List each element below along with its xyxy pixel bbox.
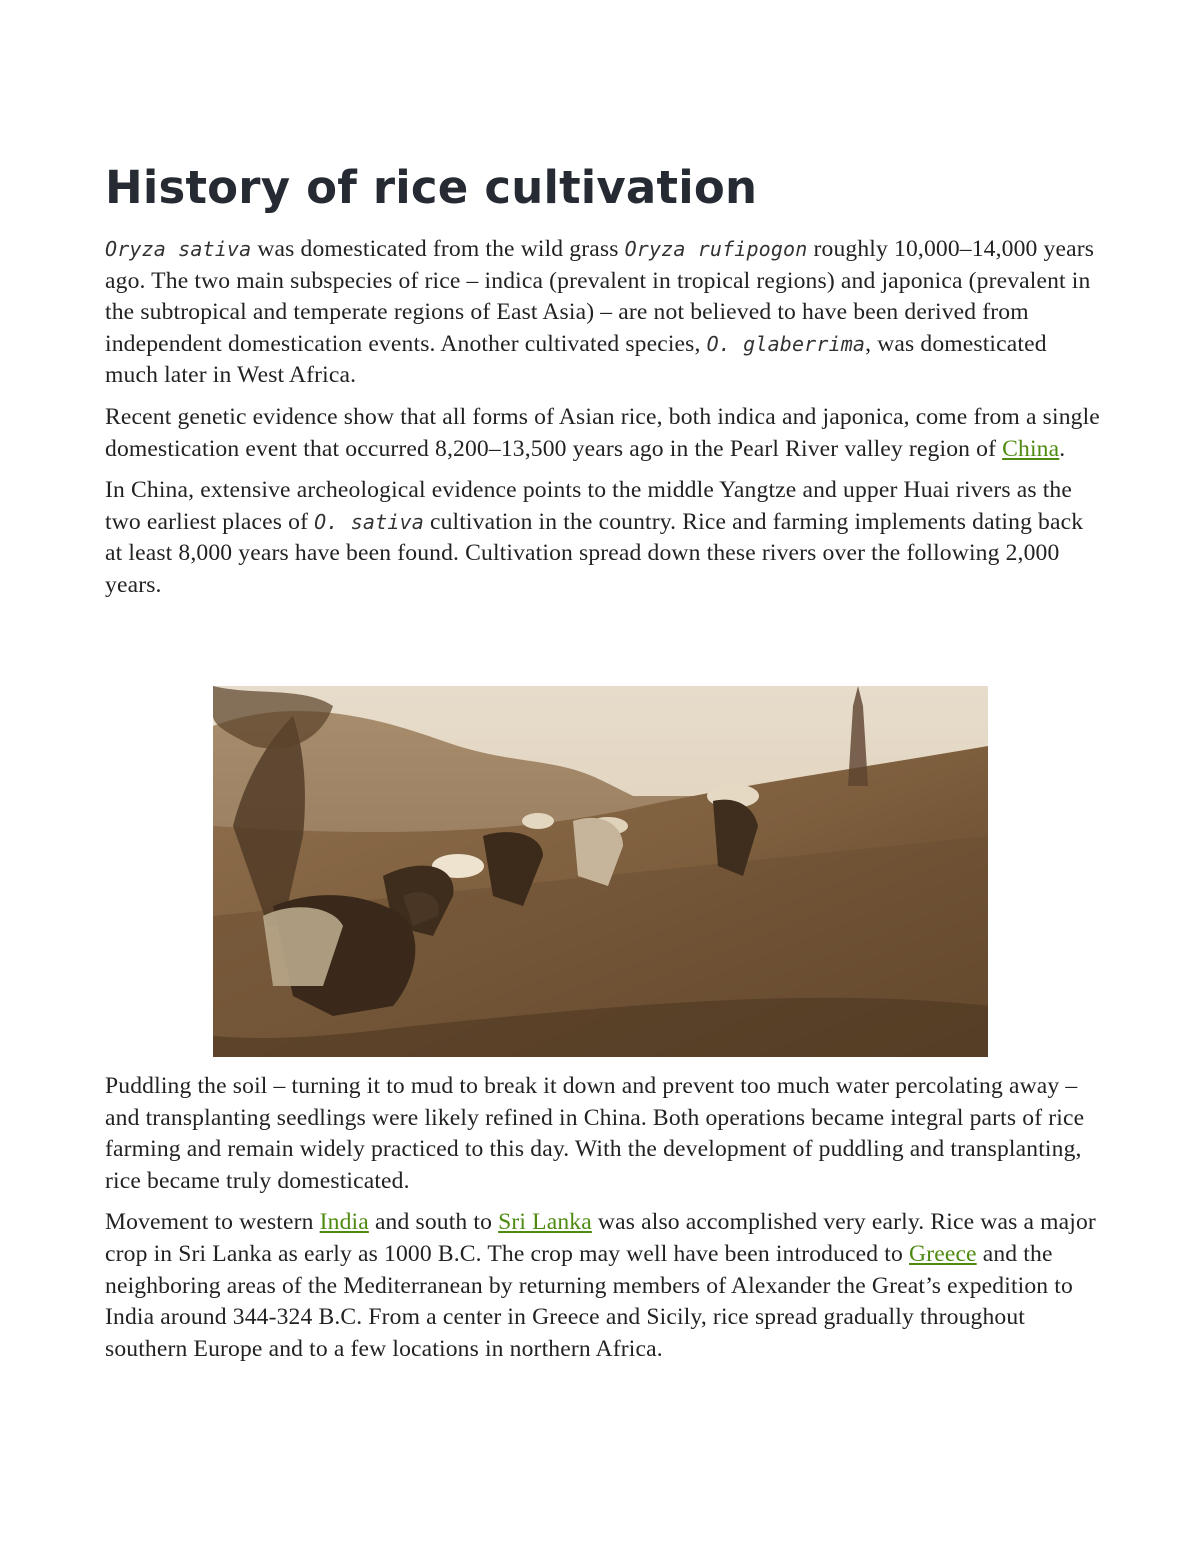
text-run: Puddling the soil – turning it to mud to break it down and prevent too much water percolating away – and transplanting seedlings were likely refined in China. Both operations became integral parts of rice farming and remain widely practiced to this day. With the development of puddling and transplanting, rice became truly domesticated.: [105, 1073, 1085, 1194]
paragraph-spread: [105, 1207, 1105, 1365]
paragraph-puddling: [105, 1071, 1105, 1197]
paragraph-intro: [105, 234, 1105, 392]
rice-farmers-photo: [213, 686, 988, 1057]
text-run: .: [1059, 435, 1066, 462]
link-sri-lanka[interactable]: Sri Lanka: [498, 1209, 592, 1236]
link-china[interactable]: China: [1002, 435, 1060, 462]
paragraph-archeology: [105, 475, 1105, 601]
text-run: In China, extensive archeological evidence points to the middle Yangtze and upper Huai rivers as the two earliest places of: [105, 477, 1072, 535]
species-name: Oryza rufipogon: [624, 237, 808, 261]
species-name: O. glaberrima: [706, 331, 866, 356]
text-run: , was domesticated much later in West Africa.: [105, 330, 1047, 389]
page-title: History of rice cultivation: [105, 161, 758, 214]
text-run: was domesticated from the wild grass: [251, 236, 625, 262]
text-run: was also accomplished very early. Rice was a major crop in Sri Lanka as early as 1000 B.C. The crop may well have been introduced to: [105, 1209, 1096, 1267]
text-run: and south to: [368, 1209, 499, 1236]
species-name: O. sativa: [314, 509, 424, 534]
text-run: Movement to western: [105, 1209, 320, 1236]
document-body-lower: [105, 1071, 1105, 1375]
text-run: cultivation in the country. Rice and farming implements dating back at least 8,000 years have been found. Cultivation spread down these rivers over the following 2,000 years.: [105, 508, 1084, 598]
link-greece[interactable]: Greece: [909, 1240, 977, 1267]
species-name: Oryza sativa: [105, 237, 252, 261]
text-run: and the neighboring areas of the Mediterranean by returning members of Alexander the Great’s expedition to India around 344-324 B.C. From a center in Greece and Sicily, rice spread gradually throughout southern Europe and to a few locations in northern Africa.: [105, 1240, 1073, 1362]
paragraph-genetic-evidence: [105, 402, 1105, 465]
text-run: roughly 10,000–14,000 years ago. The two main subspecies of rice – indica (prevalent in tropical regions) and japonica (prevalent in the subtropical and temperate regions of East Asia) – are not believed to have been derived from independent domestication events. Another cultivated species,: [105, 236, 1095, 357]
text-run: Recent genetic evidence show that all forms of Asian rice, both indica and japonica, come from a single domestication event that occurred 8,200–13,500 years ago in the Pearl River valley region of: [105, 403, 1100, 462]
document-body: [105, 158, 1105, 612]
link-india[interactable]: India: [319, 1209, 369, 1236]
